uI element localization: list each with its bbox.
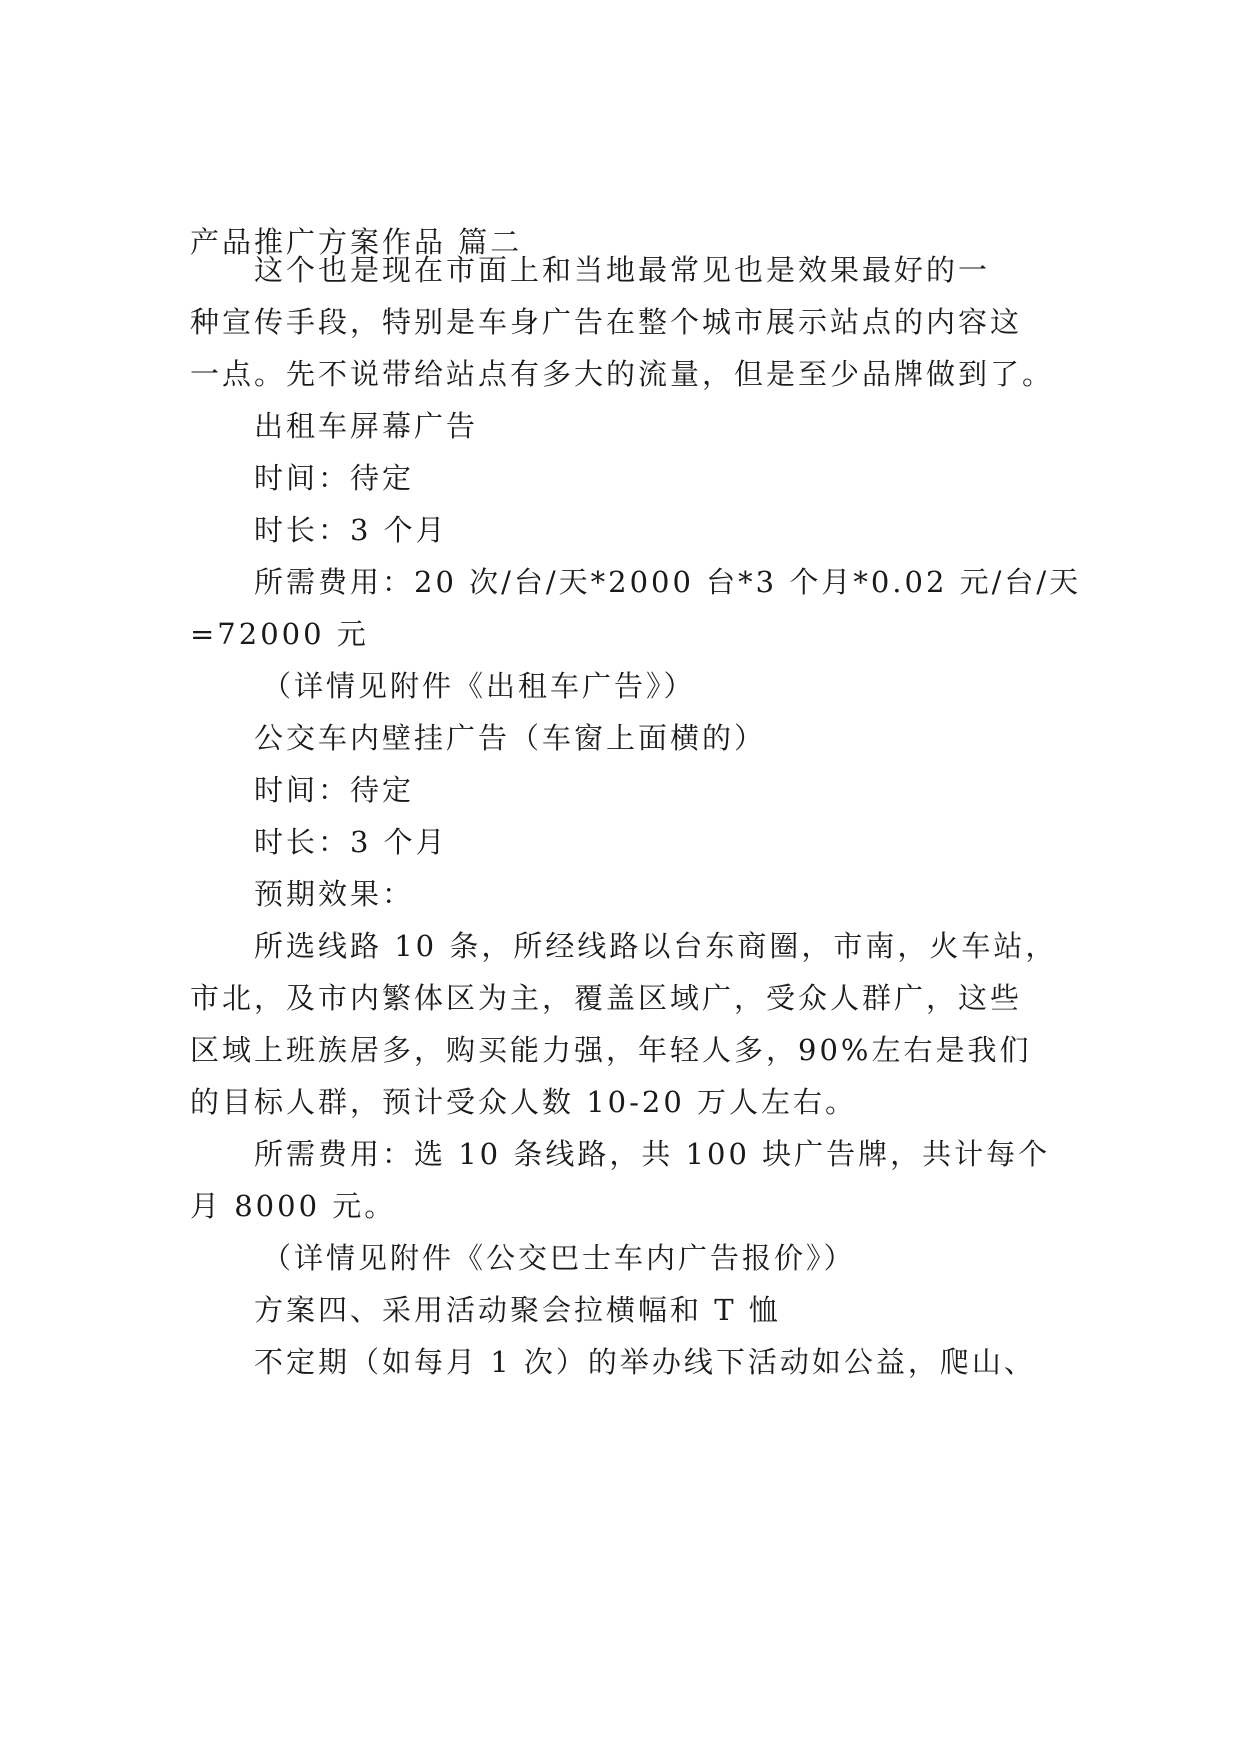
attachment-note: （详情见附件《出租车广告》） xyxy=(262,669,696,703)
paragraph-line: 预期效果： xyxy=(254,877,415,911)
paragraph-line: 市北，及市内繁体区为主，覆盖区域广，受众人群广，这些 xyxy=(190,981,1023,1015)
paragraph-line: 的目标人群，预计受众人数 10-20 万人左右。 xyxy=(190,1085,858,1119)
paragraph-line: 所需费用：20 次/台/天*2000 台*3 个月*0.02 元/台/天 xyxy=(254,565,1082,599)
section-heading: 出租车屏幕广告 xyxy=(254,409,479,443)
paragraph-line: 时长：3 个月 xyxy=(254,513,448,547)
paragraph-line: 时间：待定 xyxy=(254,461,415,495)
paragraph-line: 种宣传手段，特别是车身广告在整个城市展示站点的内容这 xyxy=(190,305,1023,339)
document-title: 产品推广方案作品 篇二 xyxy=(190,225,523,259)
section-heading: 方案四、采用活动聚会拉横幅和 T 恤 xyxy=(254,1293,781,1327)
section-heading: 公交车内壁挂广告（车窗上面横的） xyxy=(254,721,767,755)
paragraph-line: 所需费用：选 10 条线路，共 100 块广告牌，共计每个 xyxy=(254,1137,1051,1171)
paragraph-line: 所选线路 10 条，所经线路以台东商圈，市南，火车站， xyxy=(254,929,1058,963)
paragraph-line: 一点。先不说带给站点有多大的流量，但是至少品牌做到了。 xyxy=(190,357,1055,391)
paragraph-line: 区域上班族居多，购买能力强，年轻人多，90%左右是我们 xyxy=(190,1033,1032,1067)
paragraph-line: 时长：3 个月 xyxy=(254,825,448,859)
paragraph-line: 时间：待定 xyxy=(254,773,415,807)
paragraph-line: 月 8000 元。 xyxy=(190,1189,397,1223)
paragraph-line: 不定期（如每月 1 次）的举办线下活动如公益，爬山、 xyxy=(254,1345,1036,1379)
paragraph-line: 这个也是现在市面上和当地最常见也是效果最好的一 xyxy=(254,253,991,287)
paragraph-line: =72000 元 xyxy=(190,617,369,651)
attachment-note: （详情见附件《公交巴士车内广告报价》） xyxy=(262,1241,856,1275)
